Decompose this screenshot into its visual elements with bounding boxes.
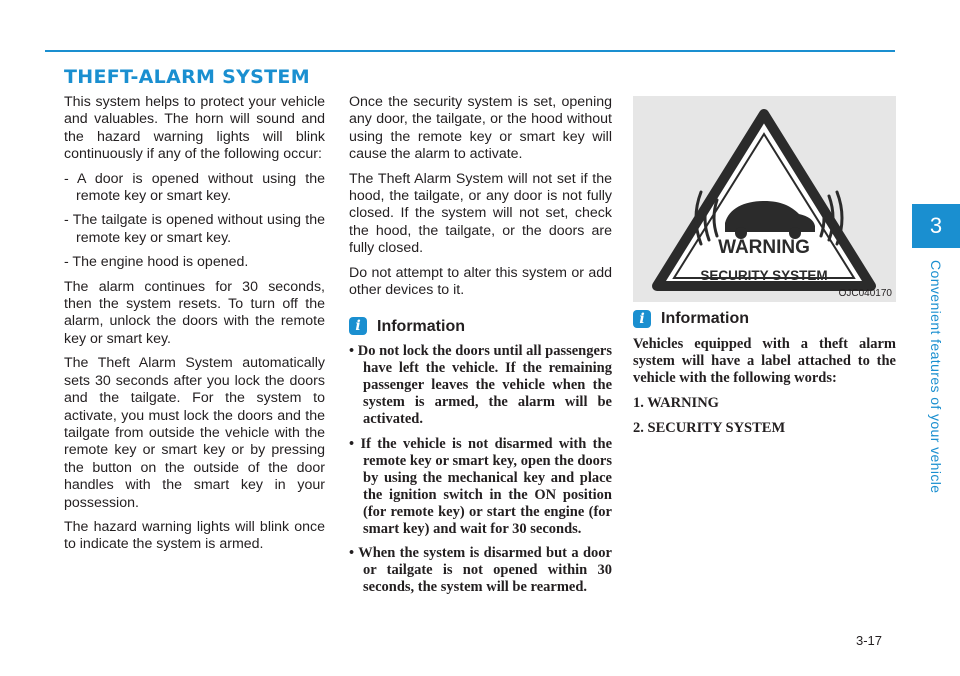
condition-item: - A door is opened without using the remote key or smart key.	[64, 170, 325, 205]
figure-code: OJC040170	[838, 288, 892, 299]
info-list	[349, 343, 612, 596]
info-icon: i	[349, 317, 367, 335]
paragraph: Once the security system is set, opening any door, the tailgate, or the hood without using the remote key or smart key will cause the alarm to activate.	[349, 94, 612, 163]
info-heading	[633, 310, 896, 328]
label-word-item: 2. SECURITY SYSTEM	[633, 419, 786, 436]
section-title: THEFT-ALARM SYSTEM	[64, 66, 310, 88]
column-2	[349, 94, 612, 604]
page-number: 3-17	[856, 633, 883, 648]
column-3	[633, 292, 896, 445]
warning-label-figure	[633, 96, 896, 302]
paragraph: The hazard warning lights will blink once to indicate the system is armed.	[64, 518, 325, 553]
top-rule	[45, 50, 895, 52]
warning-triangle-icon	[633, 96, 896, 302]
intro-paragraph: This system helps to protect your vehicle and valuables. The horn will sound and the hazard warning lights will blink continuously if any of the following occur:	[64, 94, 325, 163]
paragraph: The Theft Alarm System will not set if the hood, the tailgate, or any door is not fully closed. If the system will not set, check the hood, the tailgate, or the doors are fully closed.	[349, 170, 612, 257]
chapter-title: Convenient features of your vehicle	[928, 260, 944, 494]
chapter-tab: 3	[912, 204, 960, 248]
info-icon: i	[633, 310, 651, 328]
info-list-item: • If the vehicle is not disarmed with the remote key or smart key, open the doors by using the mechanical key and place the ignition switch in the ON position (for remote key) or start the engine (for smart key) and wait for 30 seconds.	[349, 436, 612, 537]
info-title: Information	[661, 310, 749, 327]
paragraph: Do not attempt to alter this system or add other devices to it.	[349, 264, 612, 299]
info-paragraph: Vehicles equipped with a theft alarm system will have a label attached to the vehicle with the following words:	[633, 336, 896, 386]
security-system-word: SECURITY SYSTEM	[700, 268, 828, 283]
info-list-item: • Do not lock the doors until all passengers have left the vehicle. If the remaining passenger leaves the vehicle when the system is armed, the alarm will be activated.	[349, 343, 612, 428]
paragraph: The alarm continues for 30 seconds, then the system resets. To turn off the alarm, unlock the doors with the remote key or smart key.	[64, 278, 325, 347]
paragraph: The Theft Alarm System automatically sets 30 seconds after you lock the doors and the tailgate. For the system to activate, you must lock the doors and the tailgate from outside the vehicle with the remote key or smart key or by pressing the button on the outside of the door handles with the smart key in your possession.	[64, 355, 325, 511]
label-word-item: 1. WARNING	[633, 394, 719, 411]
info-heading	[349, 317, 612, 335]
column-1	[64, 94, 325, 561]
warning-word: WARNING	[718, 237, 810, 258]
info-list-item: • When the system is disarmed but a door or tailgate is not opened within 30 seconds, the system will be rearmed.	[349, 545, 612, 596]
condition-item: - The tailgate is opened without using the remote key or smart key.	[64, 212, 325, 246]
info-title: Information	[377, 317, 465, 335]
condition-item: - The engine hood is opened.	[64, 254, 249, 271]
